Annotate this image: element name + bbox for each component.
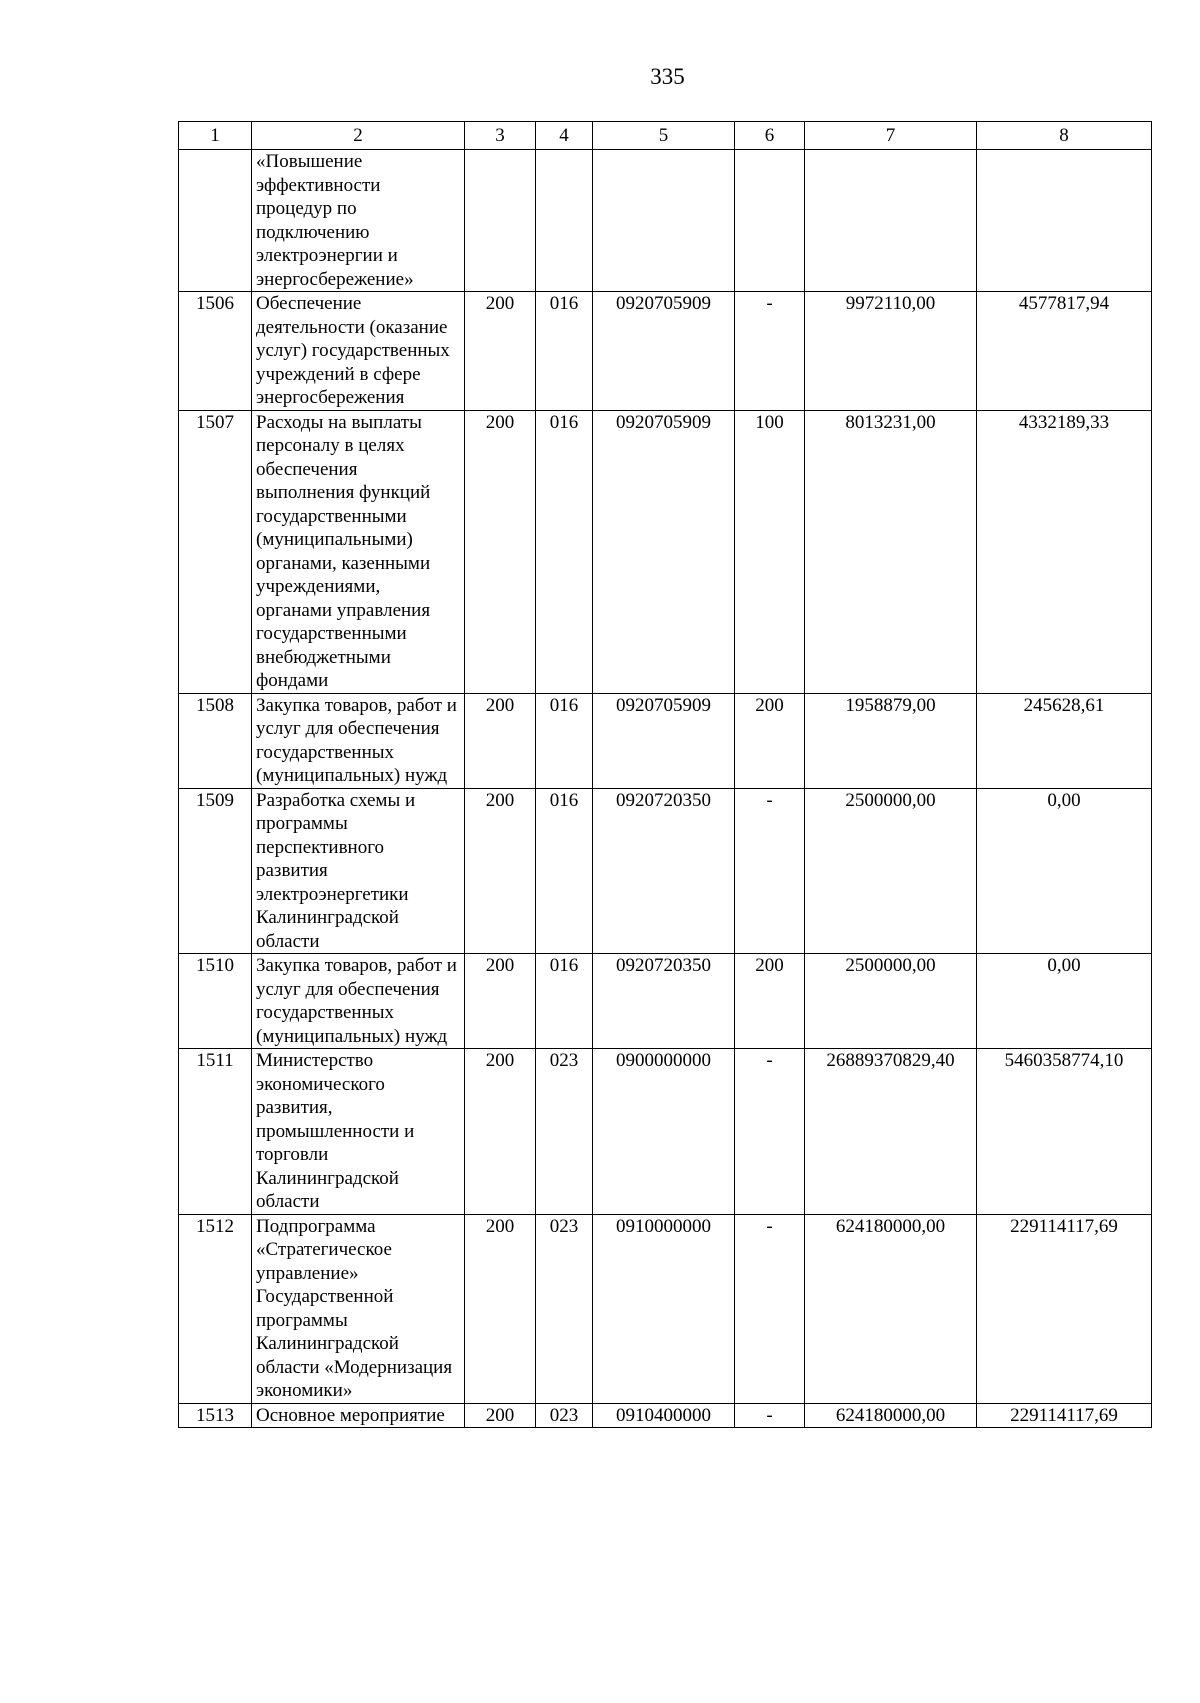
item-name-cell: Закупка товаров, работ и услуг для обеспечения государственных (муниципальных) нужд xyxy=(252,693,465,788)
code-5-cell: 0910000000 xyxy=(593,1214,735,1403)
column-header-3: 3 xyxy=(465,122,536,150)
amount-8-cell xyxy=(977,150,1152,292)
amount-7-cell: 2500000,00 xyxy=(805,954,977,1049)
code-5-cell: 0920705909 xyxy=(593,292,735,411)
code-5-cell: 0920705909 xyxy=(593,410,735,693)
amount-7-cell: 1958879,00 xyxy=(805,693,977,788)
code-3-cell: 200 xyxy=(465,1214,536,1403)
amount-8-cell: 4332189,33 xyxy=(977,410,1152,693)
code-4-cell: 016 xyxy=(536,693,593,788)
code-6-cell: - xyxy=(735,1049,805,1215)
amount-8-cell: 5460358774,10 xyxy=(977,1049,1152,1215)
code-4-cell: 016 xyxy=(536,954,593,1049)
page-number: 335 xyxy=(650,64,685,89)
amount-7-cell xyxy=(805,150,977,292)
amount-7-cell: 624180000,00 xyxy=(805,1403,977,1428)
item-name-cell: Закупка товаров, работ и услуг для обеспечения государственных (муниципальных) нужд xyxy=(252,954,465,1049)
code-4-cell: 023 xyxy=(536,1214,593,1403)
item-name-cell: Министерство экономического развития, промышленности и торговли Калининградской области xyxy=(252,1049,465,1215)
item-name-cell: «Повышение эффективности процедур по подключению электроэнергии и энергосбережение» xyxy=(252,150,465,292)
column-header-4: 4 xyxy=(536,122,593,150)
row-number-cell: 1507 xyxy=(179,410,252,693)
row-number-cell: 1510 xyxy=(179,954,252,1049)
table-row xyxy=(179,150,1152,292)
amount-7-cell: 8013231,00 xyxy=(805,410,977,693)
column-header-2: 2 xyxy=(252,122,465,150)
item-name-cell: Расходы на выплаты персоналу в целях обеспечения выполнения функций государственными (муниципальными) органами, казенными учреждениями, органами управления государственными внебюджетными фондами xyxy=(252,410,465,693)
code-5-cell: 0910400000 xyxy=(593,1403,735,1428)
amount-8-cell: 229114117,69 xyxy=(977,1214,1152,1403)
table-row xyxy=(179,1214,1152,1403)
code-3-cell: 200 xyxy=(465,788,536,954)
column-header-6: 6 xyxy=(735,122,805,150)
table-row xyxy=(179,410,1152,693)
code-6-cell: - xyxy=(735,1403,805,1428)
table-row xyxy=(179,954,1152,1049)
code-3-cell: 200 xyxy=(465,292,536,411)
code-4-cell: 016 xyxy=(536,410,593,693)
amount-8-cell: 229114117,69 xyxy=(977,1403,1152,1428)
amount-7-cell: 9972110,00 xyxy=(805,292,977,411)
code-5-cell: 0900000000 xyxy=(593,1049,735,1215)
row-number-cell: 1509 xyxy=(179,788,252,954)
code-5-cell xyxy=(593,150,735,292)
amount-8-cell: 0,00 xyxy=(977,954,1152,1049)
code-4-cell: 016 xyxy=(536,788,593,954)
table-body xyxy=(179,150,1152,1428)
code-3-cell xyxy=(465,150,536,292)
code-3-cell: 200 xyxy=(465,410,536,693)
table-row xyxy=(179,292,1152,411)
code-6-cell: - xyxy=(735,292,805,411)
row-number-cell: 1511 xyxy=(179,1049,252,1215)
amount-7-cell: 624180000,00 xyxy=(805,1214,977,1403)
column-header-8: 8 xyxy=(977,122,1152,150)
code-6-cell: 100 xyxy=(735,410,805,693)
code-4-cell: 023 xyxy=(536,1049,593,1215)
code-3-cell: 200 xyxy=(465,693,536,788)
code-5-cell: 0920720350 xyxy=(593,788,735,954)
code-3-cell: 200 xyxy=(465,1403,536,1428)
code-5-cell: 0920705909 xyxy=(593,693,735,788)
row-number-cell: 1508 xyxy=(179,693,252,788)
item-name-cell: Разработка схемы и программы перспективного развития электроэнергетики Калининградской области xyxy=(252,788,465,954)
amount-8-cell: 245628,61 xyxy=(977,693,1152,788)
code-6-cell xyxy=(735,150,805,292)
row-number-cell: 1513 xyxy=(179,1403,252,1428)
amount-7-cell: 26889370829,40 xyxy=(805,1049,977,1215)
code-4-cell: 023 xyxy=(536,1403,593,1428)
table-row xyxy=(179,693,1152,788)
column-number-row xyxy=(179,122,1152,150)
item-name-cell: Обеспечение деятельности (оказание услуг) государственных учреждений в сфере энергосбережения xyxy=(252,292,465,411)
code-6-cell: - xyxy=(735,788,805,954)
item-name-cell: Подпрограмма «Стратегическое управление» Государственной программы Калининградской области «Модернизация экономики» xyxy=(252,1214,465,1403)
code-4-cell: 016 xyxy=(536,292,593,411)
row-number-cell: 1512 xyxy=(179,1214,252,1403)
item-name-cell: Основное мероприятие xyxy=(252,1403,465,1428)
code-6-cell: 200 xyxy=(735,693,805,788)
amount-7-cell: 2500000,00 xyxy=(805,788,977,954)
code-4-cell xyxy=(536,150,593,292)
amount-8-cell: 4577817,94 xyxy=(977,292,1152,411)
code-3-cell: 200 xyxy=(465,954,536,1049)
column-header-1: 1 xyxy=(179,122,252,150)
table-row xyxy=(179,1403,1152,1428)
column-header-5: 5 xyxy=(593,122,735,150)
amount-8-cell: 0,00 xyxy=(977,788,1152,954)
row-number-cell: 1506 xyxy=(179,292,252,411)
code-3-cell: 200 xyxy=(465,1049,536,1215)
budget-table xyxy=(178,121,1152,1428)
row-number-cell xyxy=(179,150,252,292)
table-row xyxy=(179,788,1152,954)
code-6-cell: 200 xyxy=(735,954,805,1049)
code-6-cell: - xyxy=(735,1214,805,1403)
code-5-cell: 0920720350 xyxy=(593,954,735,1049)
column-header-7: 7 xyxy=(805,122,977,150)
table-row xyxy=(179,1049,1152,1215)
